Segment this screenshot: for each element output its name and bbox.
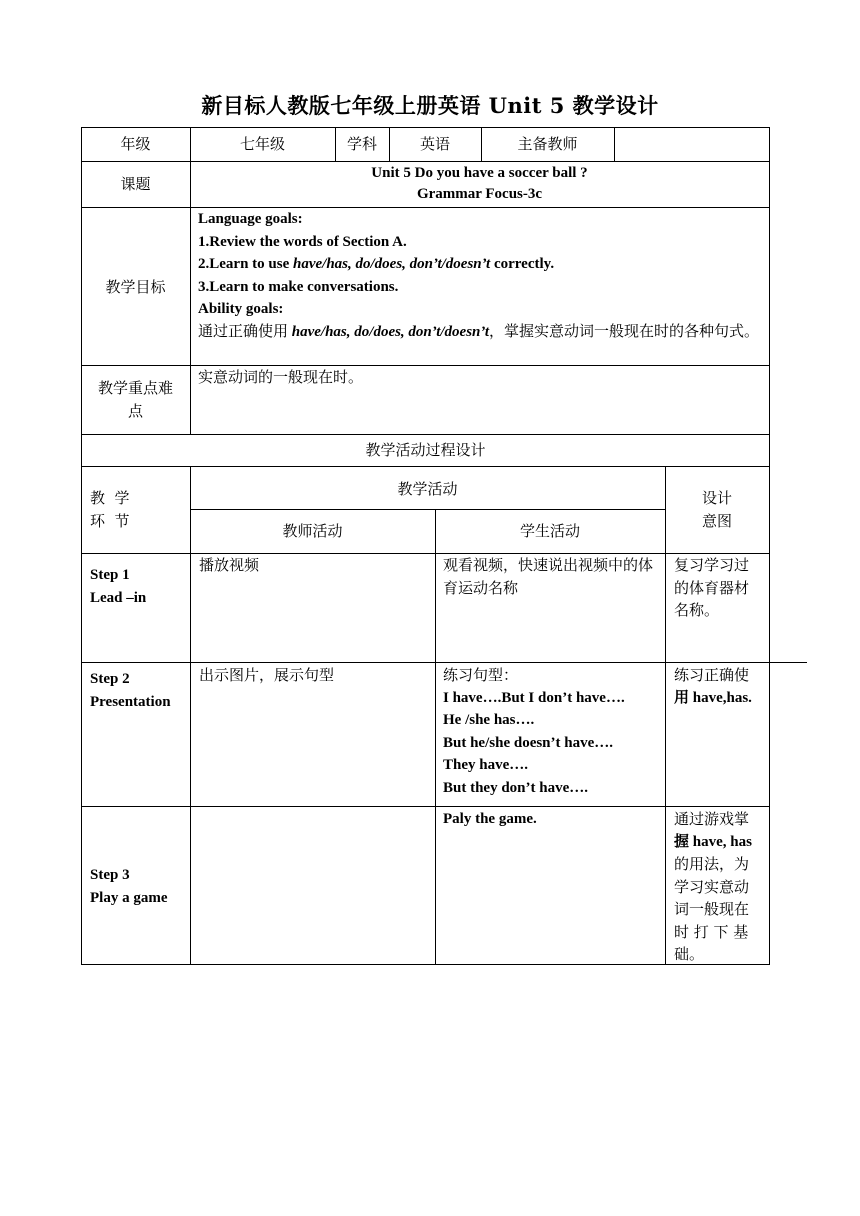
step-column-header bbox=[90, 487, 190, 532]
step-2-student-line: But they don’t have…. bbox=[443, 779, 589, 796]
step-header-line-2: 环 节 bbox=[90, 511, 130, 530]
topic-line-2: Grammar Focus-3c bbox=[416, 186, 543, 202]
document-title: 新目标人教版七年级上册英语 Unit 5 教学设计 bbox=[201, 93, 659, 118]
step-2-teacher-activity: 出示图片，展示句型 bbox=[199, 666, 335, 684]
step-1-number: Step 1 bbox=[90, 567, 130, 583]
step-1-label bbox=[90, 564, 190, 609]
subject-label: 学科 bbox=[346, 135, 377, 153]
grade-label: 年级 bbox=[120, 135, 151, 153]
goal-1: 1.Review the words of Section A. bbox=[198, 233, 407, 250]
step-3-intent-line: 学习实意动 bbox=[674, 877, 750, 896]
topic-label: 课题 bbox=[120, 175, 151, 193]
step-1-student-activity: 观看视频，快速说出视频中的体育运动名称 bbox=[443, 556, 654, 597]
ability-pre: 通过正确使用 bbox=[198, 323, 292, 340]
step-3-intent-line: 时 打 下 基 bbox=[674, 922, 749, 941]
activities-header: 教学活动 bbox=[397, 480, 458, 498]
goal-3: 3.Learn to make conversations. bbox=[198, 278, 399, 295]
intent-header bbox=[665, 487, 769, 532]
step-2-name: Presentation bbox=[90, 693, 171, 710]
key-points-label-line-1: 教学重点难 bbox=[97, 379, 173, 397]
step-2-student-line: They have…. bbox=[443, 757, 529, 773]
step-1-intent-line: 复习学习过 bbox=[674, 556, 750, 574]
step-2-student-activity bbox=[443, 664, 663, 799]
step-1-name: Lead –in bbox=[90, 589, 147, 606]
key-points-label bbox=[81, 377, 190, 422]
step-1-intent-line: 的体育器材 bbox=[674, 578, 750, 597]
teacher-activity-header: 教师活动 bbox=[282, 522, 343, 540]
step-1-intent bbox=[674, 554, 766, 622]
goal-2-italic: have/has, do/does, don’t/doesn’t bbox=[293, 256, 491, 272]
teacher-label: 主备教师 bbox=[517, 135, 578, 153]
student-activity-header: 学生活动 bbox=[519, 522, 580, 540]
step-3-label bbox=[90, 864, 190, 909]
goal-2 bbox=[198, 253, 764, 276]
step-3-intent-line: 的用法，为 bbox=[674, 855, 750, 873]
step-3-student-activity: Paly the game. bbox=[443, 811, 537, 827]
step-2-intent bbox=[674, 664, 766, 709]
step-3-intent-line: 通过游戏掌 bbox=[674, 810, 750, 828]
intent-header-line-1: 设计 bbox=[701, 489, 732, 507]
topic-line-1: Unit 5 Do you have a soccer ball ? bbox=[371, 165, 588, 181]
topic-title bbox=[190, 163, 769, 205]
step-3-intent-line: 础。 bbox=[674, 945, 705, 963]
intent-header-line-2: 意图 bbox=[701, 511, 732, 530]
goal-2-pre: 2.Learn to use bbox=[198, 256, 293, 272]
objectives-content bbox=[198, 208, 764, 343]
step-2-student-line: He /she has…. bbox=[443, 712, 535, 728]
subject-value: 英语 bbox=[419, 135, 450, 153]
step-1-teacher-activity: 播放视频 bbox=[199, 556, 260, 574]
ability-goal-text bbox=[198, 321, 764, 344]
step-3-intent-line: 词一般现在 bbox=[674, 900, 750, 918]
goal-2-post: correctly. bbox=[490, 256, 555, 272]
process-title: 教学活动过程设计 bbox=[365, 441, 486, 459]
step-3-number: Step 3 bbox=[90, 867, 130, 883]
step-header-line-1: 教 学 bbox=[90, 489, 130, 507]
key-points-label-line-2: 点 bbox=[127, 401, 143, 420]
step-2-student-line: I have….But I don’t have…. bbox=[443, 689, 625, 706]
ability-goals-heading: Ability goals: bbox=[198, 301, 284, 317]
step-3-name: Play a game bbox=[90, 889, 168, 906]
step-2-intent-line: 用 have,has. bbox=[674, 689, 752, 706]
step-1-intent-line: 名称。 bbox=[674, 601, 720, 619]
objectives-label: 教学目标 bbox=[105, 278, 166, 296]
step-2-label bbox=[90, 668, 190, 713]
grade-value: 七年级 bbox=[239, 135, 285, 153]
step-2-student-line: But he/she doesn’t have…. bbox=[443, 734, 614, 751]
step-2-student-line: 练习句型： bbox=[443, 666, 519, 684]
ability-italic: have/has, do/does, don’t/doesn’t bbox=[291, 323, 489, 340]
ability-post: ，掌握实意动词一般现在时的各种句式。 bbox=[489, 323, 760, 340]
step-2-intent-line: 练习正确使 bbox=[674, 666, 750, 684]
language-goals-heading: Language goals: bbox=[198, 211, 303, 227]
step-3-intent-line: 握 have, has bbox=[674, 833, 752, 850]
key-points-content: 实意动词的一般现在时。 bbox=[198, 368, 364, 386]
step-3-intent bbox=[674, 808, 766, 966]
step-2-number: Step 2 bbox=[90, 671, 130, 687]
